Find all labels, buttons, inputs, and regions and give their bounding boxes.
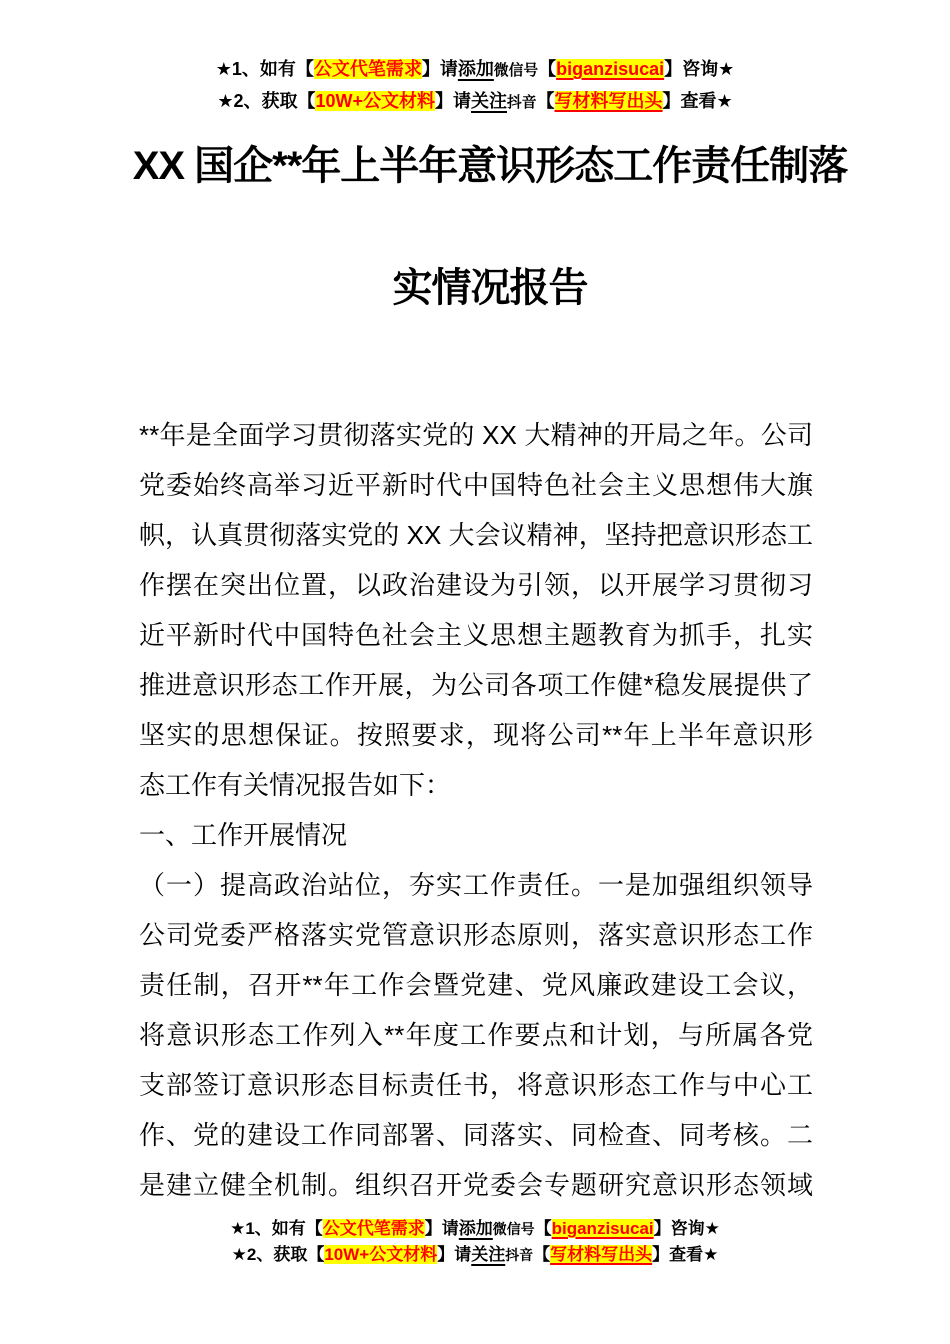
banner-text: 】请 [424, 1219, 459, 1238]
body-line: （一）提高政治站位，夯实工作责任。一是加强组织领导 [139, 870, 813, 900]
banner-highlight-text: 写材料写出头 [550, 1245, 653, 1264]
body-line: 推进意识形态工作开展，为公司各项工作健*稳发展提供了 [139, 670, 813, 700]
banner-text: 抖音 [505, 1247, 534, 1263]
title-line-2: 实情况报告 [392, 266, 588, 310]
body-line: 公司党委严格落实党管意识形态原则，落实意识形态工作 [139, 920, 813, 950]
body-line: 党委始终高举习近平新时代中国特色社会主义思想伟大旗 [139, 470, 813, 500]
banner-line-2 [0, 1242, 950, 1268]
promo-banner-top [0, 54, 950, 118]
paragraph [139, 410, 813, 810]
banner-highlight-text: 公文代笔需求 [313, 59, 422, 79]
body-line: 是建立健全机制。组织召开党委会专题研究意识形态领域 [139, 1170, 813, 1200]
banner-text: 【 [536, 91, 555, 111]
banner-highlight-text: 写材料写出头 [554, 91, 663, 111]
banner-text: 抖音 [507, 95, 537, 111]
body-line: 态工作有关情况报告如下： [139, 770, 452, 800]
banner-text: 】咨询★ [664, 59, 735, 79]
banner-text: ★1、如有【 [230, 1219, 323, 1238]
banner-text: 】咨询★ [653, 1219, 720, 1238]
banner-text: 【 [538, 59, 557, 79]
banner-highlight-text: biganzisucai [551, 1219, 654, 1238]
banner-line-1 [0, 1216, 950, 1242]
body-line: 帜，认真贯彻落实党的 XX 大会议精神，坚持把意识形态工 [139, 520, 813, 550]
body-line: 将意识形态工作列入**年度工作要点和计划，与所属各党 [139, 1020, 813, 1050]
body-line: **年是全面学习贯彻落实党的 XX 大精神的开局之年。公司 [139, 420, 813, 450]
document-title [0, 140, 950, 314]
banner-text: 【 [533, 1245, 551, 1264]
banner-text: 关注 [471, 1245, 506, 1264]
title-line-1: XX 国企**年上半年意识形态工作责任制落 [132, 144, 848, 188]
banner-text: 添加 [458, 1219, 493, 1238]
banner-text: 添加 [457, 59, 494, 79]
body-line: 一、工作开展情况 [139, 820, 348, 850]
banner-text: ★2、获取【 [217, 91, 316, 111]
banner-highlight-text: 公文代笔需求 [322, 1219, 425, 1238]
banner-text: 】查看★ [652, 1245, 719, 1264]
body-line: 责任制，召开**年工作会暨党建、党风廉政建设工会议， [139, 970, 813, 1000]
banner-text: 】请 [435, 91, 472, 111]
banner-line-1 [0, 54, 950, 86]
banner-highlight-text: 10W+公文材料 [315, 91, 436, 111]
banner-text: 关注 [471, 91, 508, 111]
body-line: 近平新时代中国特色社会主义思想主题教育为抓手，扎实 [139, 620, 813, 650]
banner-text: 微信号 [493, 63, 539, 79]
promo-banner-bottom [0, 1216, 950, 1268]
banner-text: 【 [534, 1219, 552, 1238]
banner-text: 微信号 [492, 1221, 535, 1237]
body-line: 坚实的思想保证。按照要求，现将公司**年上半年意识形 [139, 720, 813, 750]
section-heading [139, 810, 813, 860]
body-line: 支部签订意识形态目标责任书，将意识形态工作与中心工 [139, 1070, 813, 1100]
document-body [139, 410, 813, 1210]
banner-line-2 [0, 86, 950, 118]
banner-highlight-text: biganzisucai [556, 59, 665, 79]
banner-highlight-text: 10W+公文材料 [324, 1245, 438, 1264]
paragraph [139, 860, 813, 1210]
banner-text: 】查看★ [662, 91, 733, 111]
banner-text: 】请 [437, 1245, 472, 1264]
banner-text: ★1、如有【 [215, 59, 314, 79]
body-line: 作、党的建设工作同部署、同落实、同检查、同考核。二 [139, 1120, 813, 1150]
banner-text: ★2、获取【 [231, 1245, 325, 1264]
body-line: 作摆在突出位置，以政治建设为引领，以开展学习贯彻习 [139, 570, 813, 600]
banner-text: 】请 [421, 59, 458, 79]
